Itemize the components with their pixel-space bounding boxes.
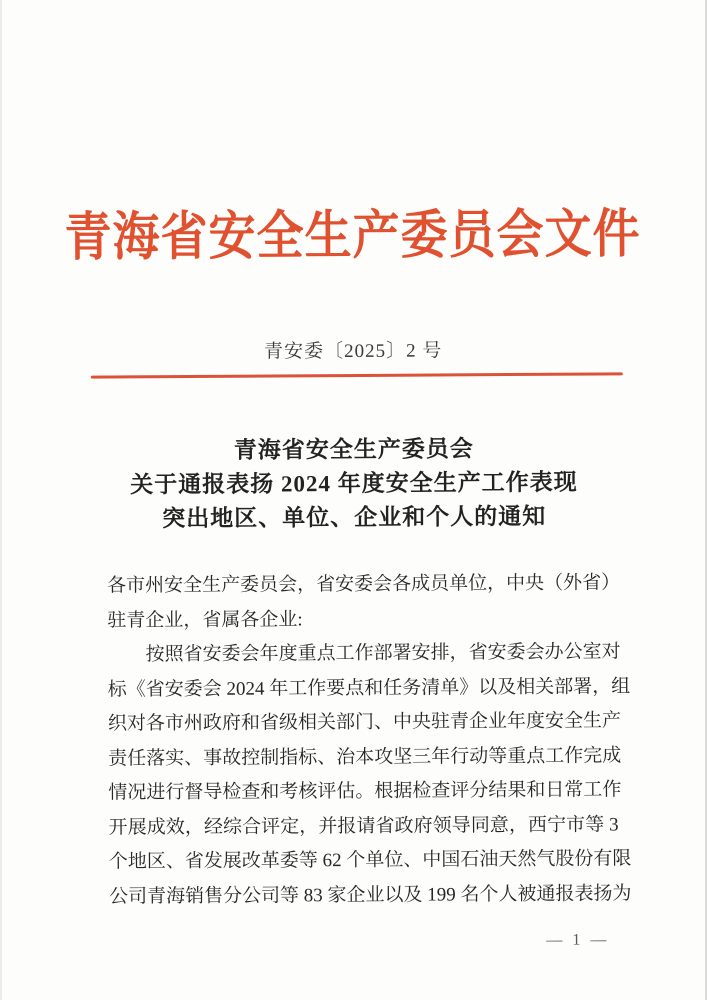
body-line: 公司青海销售分公司等 83 家企业以及 199 名个人被通报表扬为: [108, 882, 632, 908]
body-line: 驻青企业，省属各企业:: [107, 608, 303, 632]
body-line: 织对各市州政府和省级相关部门、中央驻青企业年度安全生产: [107, 710, 622, 735]
body-line: 情况进行督导检查和考核评估。根据检查评分结果和日常工作: [108, 779, 622, 804]
document-number: 青安委〔2025〕2 号: [264, 340, 443, 363]
red-separator-line: [91, 372, 623, 378]
document-title-line-3: 突出地区、单位、企业和个人的通知: [162, 503, 547, 532]
document-header-title: 青海省安全生产委员会文件: [64, 205, 641, 268]
body-line: 各市州安全生产委员会，省安委会各成员单位，中央（外省）: [107, 572, 621, 597]
body-line: 按照省安委会年度重点工作部署安排，省安委会办公室对: [145, 641, 621, 666]
body-line: 责任落实、事故控制指标、治本攻坚三年行动等重点工作完成: [108, 744, 622, 770]
body-line: 标《省安委会 2024 年工作要点和任务清单》以及相关部署，组: [107, 675, 631, 701]
document-title-line-1: 青海省安全生产委员会: [233, 436, 474, 463]
body-line: 开展成效，经综合评定，并报请省政府领导同意，西宁市等 3: [108, 813, 619, 839]
document-title: [2, 431, 706, 537]
body-line: 个地区、省发展改革委等 62 个单位、中国石油天然气股份有限: [108, 848, 632, 873]
document-title-line-2: 关于通报表扬 2024 年度安全生产工作表现: [130, 469, 578, 498]
page-number: — 1 —: [546, 931, 610, 949]
document-body: [107, 566, 632, 914]
